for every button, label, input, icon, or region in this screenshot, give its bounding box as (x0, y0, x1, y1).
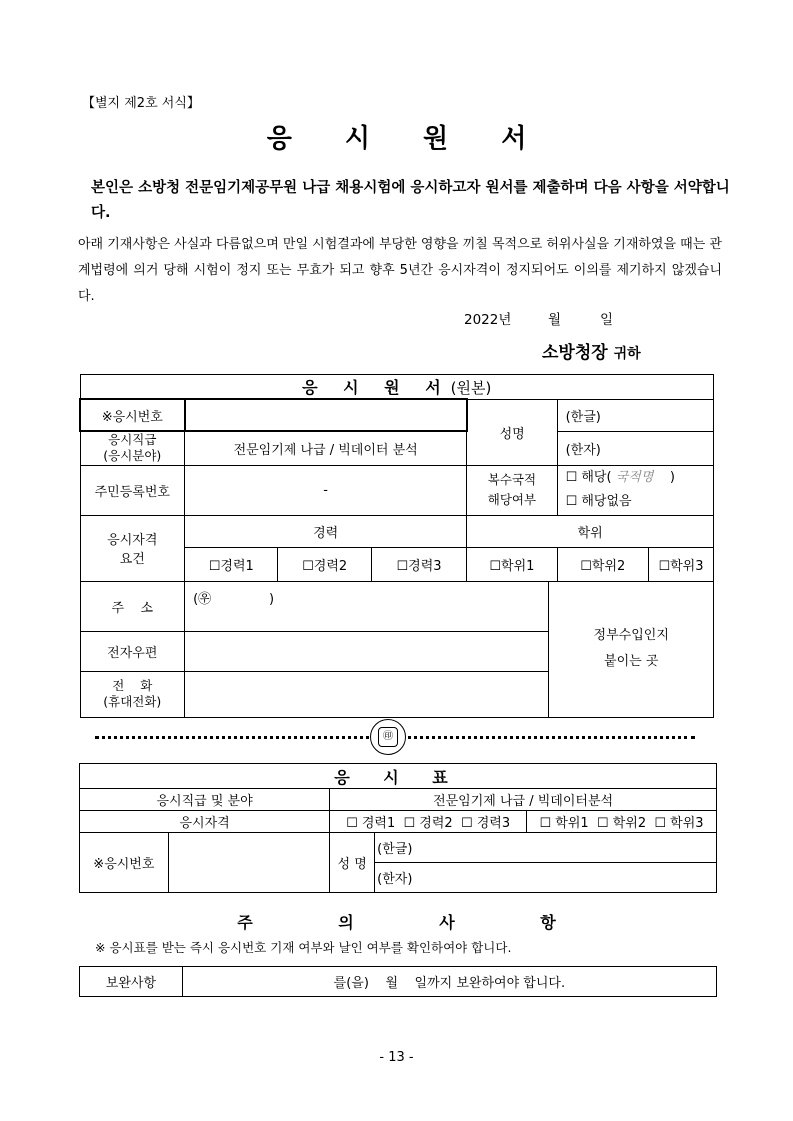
dual-yes-checkbox[interactable]: ☐ 해당( (565, 470, 612, 485)
exam-number-label: ※응시번호 (80, 399, 185, 431)
dual-nationality-options (557, 465, 713, 515)
career-header: 경력 (185, 515, 467, 547)
name-label: 성명 (467, 399, 557, 465)
notice-title: 주 의 사 항 (237, 913, 596, 932)
career-option-2[interactable]: ☐경력2 (278, 547, 371, 581)
degree-option-2[interactable]: ☐학위2 (557, 547, 648, 581)
grade-label: 응시직급 (응시분야) (80, 431, 185, 465)
ticket-name-label: 성 명 (330, 833, 375, 893)
page-number: - 13 - (379, 1050, 414, 1065)
date-month: 월 (548, 312, 562, 328)
exam-number-field[interactable] (185, 399, 467, 431)
grade-value: 전문임기제 나급 / 빅데이터 분석 (185, 431, 467, 465)
dual-close-paren: ) (669, 470, 675, 485)
address-label: 주 소 (80, 581, 185, 631)
name-korean-field[interactable]: (한글) (557, 399, 713, 431)
degree-option-1[interactable]: ☐학위1 (467, 547, 557, 581)
resident-number-label: 주민등록번호 (80, 465, 185, 515)
addressee (542, 338, 641, 363)
dual-country-field[interactable]: 국적명 (615, 470, 654, 485)
dual-nationality-label: 복수국적 해당여부 (467, 465, 557, 515)
phone-label: 전 화 (휴대전화) (80, 671, 185, 717)
form-number: 【별지 제2호 서식】 (82, 96, 200, 111)
date-year: 2022년 (464, 312, 512, 328)
ticket-name-hanja[interactable]: (한자) (375, 863, 717, 893)
ticket-table (79, 763, 717, 893)
seal-icon: ㊞ (378, 727, 398, 747)
email-field[interactable] (185, 631, 549, 671)
resident-number-field[interactable]: - (185, 465, 467, 515)
page-title: 응 시 원 서 (266, 124, 549, 154)
career-option-3[interactable]: ☐경력3 (371, 547, 466, 581)
pledge-statement: 본인은 소방청 전문임기제공무원 나급 채용시험에 응시하고자 원서를 제출하며 다음 사항을 서약합니다. (91, 180, 730, 221)
application-title (80, 375, 714, 400)
supplement-text: 를(을) 월 일까지 보완하여야 합니다. (182, 967, 716, 997)
career-option-1[interactable]: ☐경력1 (185, 547, 278, 581)
name-hanja-field[interactable]: (한자) (557, 431, 713, 465)
phone-field[interactable] (185, 671, 549, 717)
ticket-qualification-label: 응시자격 (80, 811, 330, 833)
addressee-suffix: 귀하 (613, 346, 641, 362)
ticket-exam-number-field[interactable] (168, 833, 329, 893)
ticket-degree-options[interactable]: ☐ 학위1 ☐ 학위2 ☐ 학위3 (527, 811, 717, 833)
supplement-label: 보완사항 (80, 967, 183, 997)
qualification-label: 응시자격 요건 (80, 515, 185, 581)
ticket-grade-value: 전문임기제 나급 / 빅데이터분석 (330, 789, 717, 811)
address-field[interactable]: (㉾ ) (185, 581, 549, 631)
notice-text: ※ 응시표를 받는 즉시 응시번호 기재 여부와 날인 여부를 확인하여야 합니다. (95, 940, 512, 955)
supplement-table (79, 966, 717, 997)
dual-no-checkbox[interactable]: ☐ 해당없음 (565, 494, 632, 509)
declaration-paragraph: 아래 기재사항은 사실과 다름없으며 만일 시험결과에 부당한 영향을 끼칠 목적으로 허위사실을 기재하였을 때는 관계법령에 의거 당해 시험이 정지 또는 무효가 되고 향후 5년간 응시자격이 정지되어도 이의를 제기하지 않겠습니다. (78, 237, 722, 304)
degree-header: 학위 (467, 515, 714, 547)
ticket-name-korean[interactable]: (한글) (375, 833, 717, 863)
date-day: 일 (600, 312, 614, 328)
ticket-grade-label: 응시직급 및 분야 (80, 789, 330, 811)
application-table (79, 374, 714, 718)
revenue-stamp-area: 정부수입인지 붙이는 곳 (549, 581, 714, 717)
degree-option-3[interactable]: ☐학위3 (648, 547, 713, 581)
seal-mark (370, 719, 406, 755)
addressee-name: 소방청장 (542, 343, 608, 363)
application-title-text: 응 시 원 서 (302, 378, 451, 397)
application-title-note: (원본) (450, 379, 492, 397)
ticket-exam-number-label: ※응시번호 (80, 833, 169, 893)
dual-yes-row[interactable] (566, 466, 713, 490)
email-label: 전자우편 (80, 631, 185, 671)
ticket-career-options[interactable]: ☐ 경력1 ☐ 경력2 ☐ 경력3 (330, 811, 527, 833)
ticket-title: 응 시 표 (80, 764, 717, 789)
